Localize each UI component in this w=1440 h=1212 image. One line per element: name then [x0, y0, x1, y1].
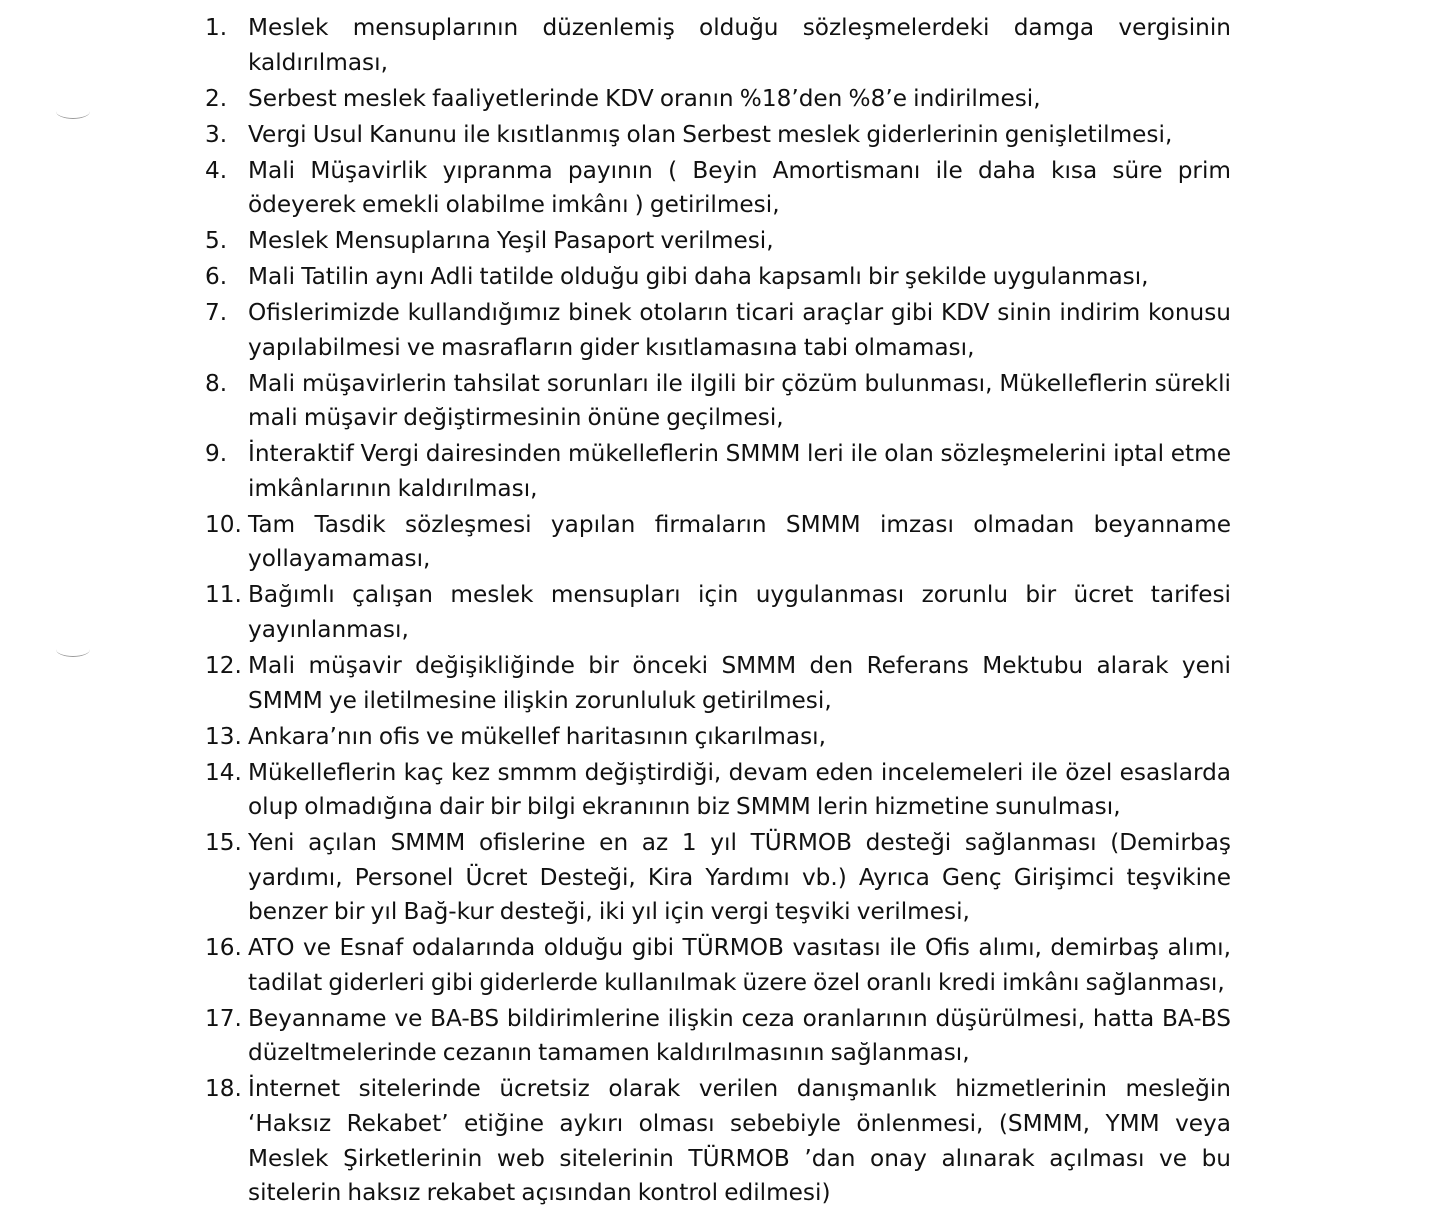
list-item	[205, 118, 1231, 153]
list-item	[205, 11, 1231, 80]
item-number: 18.	[205, 1075, 242, 1103]
item-number: 1.	[205, 14, 228, 41]
list-item	[205, 224, 1231, 259]
item-number: 12.	[205, 651, 242, 679]
item-number: 8.	[205, 369, 228, 397]
list-item	[205, 1072, 1231, 1210]
list-item	[205, 826, 1231, 930]
item-text: Ofislerimizde kullandığımız binek otoların ticari araçlar gibi KDV sinin indirim konusu yapılabilmesi ve masrafların gider kısıtlamasına tabi olmaması,	[248, 299, 1231, 361]
list-item	[205, 296, 1231, 365]
item-text: ATO ve Esnaf odalarında olduğu gibi TÜRMOB vasıtası ile Ofis alımı, demirbaş alımı, tadilat giderleri gibi giderlerde kullanılmak üzere özel oranlı kredi imkânı sağlanması,	[248, 934, 1231, 996]
item-text: Ankara’nın ofis ve mükellef haritasının çıkarılması,	[248, 722, 826, 750]
list-item	[205, 649, 1231, 718]
punch-hole-mark-top	[56, 104, 90, 119]
item-text: Mali müşavir değişikliğinde bir önceki SMMM den Referans Mektubu alarak yeni SMMM ye iletilmesine ilişkin zorunluluk getirilmesi,	[248, 651, 1231, 714]
item-text: Meslek Mensuplarına Yeşil Pasaport verilmesi,	[248, 227, 774, 255]
item-text: Serbest meslek faaliyetlerinde KDV oranın %18’den %8’e indirilmesi,	[248, 84, 1041, 112]
item-number: 4.	[205, 156, 228, 184]
item-number: 16.	[205, 934, 242, 962]
item-text: Meslek mensuplarının düzenlemiş olduğu sözleşmelerdeki damga vergisinin kaldırılması,	[248, 14, 1231, 76]
item-number: 2.	[205, 84, 228, 112]
list-item	[205, 508, 1231, 577]
list-item	[205, 720, 1231, 755]
list-item	[205, 367, 1231, 436]
list-item	[205, 756, 1231, 825]
item-text: Mükelleflerin kaç kez smmm değiştirdiği, devam eden incelemeleri ile özel esaslarda olup olmadığına dair bir bilgi ekranının biz SMMM lerin hizmetine sunulması,	[248, 758, 1231, 821]
list-item	[205, 1002, 1231, 1071]
list-item	[205, 82, 1231, 117]
item-text: Tam Tasdik sözleşmesi yapılan firmaların SMMM imzası olmadan beyanname yollayamaması,	[248, 510, 1231, 573]
item-number: 11.	[205, 581, 242, 609]
item-text: Bağımlı çalışan meslek mensupları için uygulanması zorunlu bir ücret tarifesi yayınlanması,	[248, 581, 1231, 643]
list-item	[205, 437, 1231, 506]
item-text: İnteraktif Vergi dairesinden mükelleflerin SMMM leri ile olan sözleşmelerini iptal etme imkânlarının kaldırılması,	[248, 440, 1231, 502]
item-text: Beyanname ve BA-BS bildirimlerine ilişkin ceza oranlarının düşürülmesi, hatta BA-BS düzeltmelerinde cezanın tamamen kaldırılmasının sağlanması,	[248, 1004, 1231, 1067]
item-number: 6.	[205, 263, 228, 291]
item-number: 10.	[205, 510, 242, 538]
item-number: 15.	[205, 829, 242, 857]
list-item	[205, 260, 1231, 295]
item-number: 9.	[205, 440, 228, 468]
item-number: 5.	[205, 227, 228, 255]
item-text: Mali Müşavirlik yıpranma payının ( Beyin Amortismanı ile daha kısa süre prim ödeyerek emekli olabilme imkânı ) getirilmesi,	[248, 156, 1231, 219]
item-number: 17.	[205, 1004, 242, 1032]
demands-numbered-list	[205, 11, 1231, 1212]
item-number: 14.	[205, 758, 242, 786]
item-number: 13.	[205, 722, 242, 750]
item-text: Vergi Usul Kanunu ile kısıtlanmış olan Serbest meslek giderlerinin genişletilmesi,	[248, 120, 1173, 148]
item-number: 7.	[205, 299, 228, 327]
punch-hole-mark-middle	[56, 642, 90, 657]
item-text: Mali müşavirlerin tahsilat sorunları ile ilgili bir çözüm bulunması, Mükelleflerin sürekli mali müşavir değiştirmesinin önüne geçilmesi,	[248, 369, 1231, 432]
item-text: Mali Tatilin aynı Adli tatilde olduğu gibi daha kapsamlı bir şekilde uygulanması,	[248, 263, 1149, 291]
item-number: 3.	[205, 120, 228, 148]
item-text: İnternet sitelerinde ücretsiz olarak verilen danışmanlık hizmetlerinin mesleğin ‘Haksız Rekabet’ etiğine aykırı olması sebebiyle önlenmesi, (SMMM, YMM veya Meslek Şirketlerinin web sitelerinin TÜRMOB ’dan onay alınarak açılması ve bu sitelerin haksız rekabet açısından kontrol edilmesi)	[248, 1075, 1231, 1207]
list-item	[205, 578, 1231, 647]
list-item	[205, 931, 1231, 1000]
list-item	[205, 154, 1231, 223]
item-text: Yeni açılan SMMM ofislerine en az 1 yıl TÜRMOB desteği sağlanması (Demirbaş yardımı, Personel Ücret Desteği, Kira Yardımı vb.) Ayrıca Genç Girişimci teşvikine benzer bir yıl Bağ-kur desteği, iki yıl için vergi teşviki verilmesi,	[248, 829, 1231, 926]
